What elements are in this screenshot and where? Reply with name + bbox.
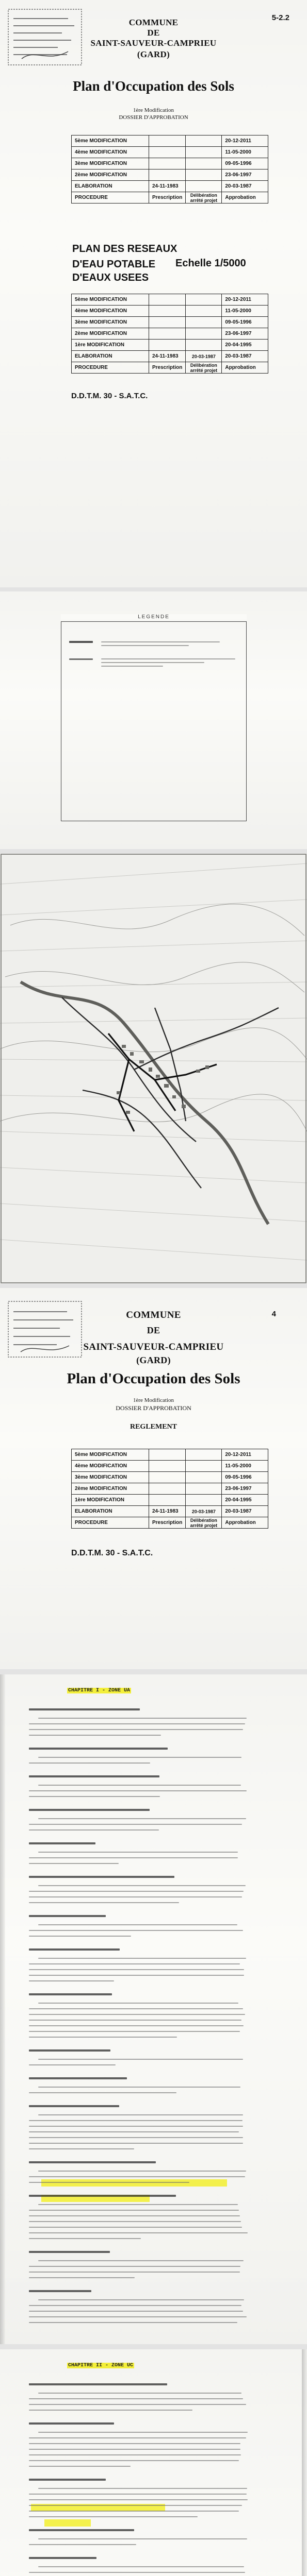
- modifications-table-detail: [71, 294, 268, 374]
- text-line: [29, 2404, 246, 2405]
- text-line: [29, 2176, 245, 2177]
- text-line: [29, 2266, 240, 2267]
- text-line: [29, 2148, 134, 2149]
- article-heading: [29, 2383, 167, 2385]
- modification-note: 1ère Modification: [133, 1397, 174, 1403]
- text-line: [29, 1790, 247, 1791]
- text-line: [38, 1958, 246, 1959]
- text-line: [29, 2443, 240, 2444]
- commune-line: COMMUNE: [126, 1310, 181, 1320]
- text-line: [29, 2277, 135, 2278]
- text-line: [29, 2215, 240, 2216]
- regulation-text-page: [0, 2349, 307, 2576]
- plan-title-line: D'EAUX USEES: [72, 272, 149, 283]
- issuer-footer: D.D.T.M. 30 - S.A.T.C.: [71, 392, 148, 400]
- text-line: [29, 2449, 240, 2450]
- text-line: [29, 2544, 136, 2545]
- legend-caption: [101, 666, 163, 667]
- text-line: [38, 2059, 243, 2060]
- document-type: REGLEMENT: [130, 1423, 177, 1431]
- article-heading: [29, 1993, 112, 1995]
- text-line: [29, 2305, 241, 2306]
- text-line: [38, 1757, 241, 1758]
- highlight-marker: [41, 2179, 227, 2187]
- text-line: [29, 2182, 189, 2183]
- table-row: ELABORATION 24-11-1983 20-03-1987: [72, 181, 268, 192]
- text-line: [29, 2137, 243, 2138]
- legend-symbol: [69, 658, 93, 660]
- text-line: [29, 2064, 116, 2065]
- chapter-heading: [67, 1688, 131, 1693]
- page-separator: [0, 1670, 307, 1674]
- article-heading: [29, 1842, 95, 1844]
- text-line: [38, 2393, 241, 2394]
- dossier-label: DOSSIER D'APPROBATION: [116, 1404, 191, 1412]
- article-heading: [29, 2529, 134, 2531]
- article-heading: [29, 2290, 91, 2292]
- text-line: [38, 2260, 244, 2261]
- text-line: [29, 2505, 242, 2506]
- article-heading: [29, 1708, 140, 1710]
- department: (GARD): [137, 49, 170, 59]
- text-line: [29, 1829, 159, 1831]
- text-line: [29, 2272, 240, 2273]
- text-line: [29, 1863, 119, 1864]
- text-line: [29, 2238, 141, 2239]
- text-line: [29, 2025, 244, 2026]
- table-row: 3ème MODIFICATION 09-05-1996: [72, 158, 268, 170]
- legend-caption: [101, 645, 189, 646]
- text-line: [29, 2437, 246, 2438]
- text-line: [38, 2171, 246, 2172]
- plan-title-line: PLAN DES RESEAUX: [72, 243, 177, 255]
- commune-line: COMMUNE: [128, 18, 179, 27]
- text-line: [29, 1980, 114, 1981]
- table-row: 4ème MODIFICATION 11-05-2000: [72, 147, 268, 158]
- text-line: [29, 2322, 237, 2323]
- text-line: [29, 1824, 242, 1825]
- text-line: [38, 2538, 247, 2539]
- legend-caption: [101, 641, 220, 642]
- legend-page: [0, 591, 307, 849]
- text-line: [29, 1796, 160, 1797]
- page-separator: [0, 2345, 307, 2349]
- text-line: [29, 2494, 247, 2495]
- text-line: [29, 1762, 150, 1764]
- text-line: [38, 1885, 246, 1886]
- text-line: [38, 1718, 247, 1719]
- table-row: 5ème MODIFICATION 20-12-2011: [72, 294, 268, 306]
- article-heading: [29, 2105, 119, 2107]
- article-heading: [29, 1748, 168, 1750]
- text-line: [29, 2131, 239, 2132]
- text-line: [29, 1735, 161, 1736]
- network-map: [0, 853, 307, 1284]
- text-line: [38, 2204, 238, 2205]
- article-heading: [29, 2077, 127, 2079]
- document-title: Plan d'Occupation des Sols: [67, 1370, 240, 1387]
- text-line: [29, 1729, 243, 1730]
- text-line: [38, 2114, 243, 2115]
- table-row: PROCEDURE Prescription Délibération arrêté projet Approbation: [72, 192, 268, 204]
- text-line: [38, 1924, 237, 1925]
- text-line: [38, 1785, 241, 1786]
- table-row: 2ème MODIFICATION 23-06-1997: [72, 1483, 268, 1495]
- table-row: PROCEDURE Prescription Délibération arrêté projet Approbation: [72, 362, 268, 374]
- text-line: [38, 1818, 246, 1819]
- table-row: PROCEDURE Prescription Délibération arrêté projet Approbation: [72, 1517, 268, 1529]
- modification-note: 1ère Modification: [133, 107, 174, 113]
- regulation-text-page: [0, 1674, 307, 2344]
- text-line: [29, 2020, 241, 2021]
- commune-line: DE: [147, 1325, 160, 1335]
- commune-name: SAINT-SAUVEUR-CAMPRIEU: [90, 38, 217, 48]
- text-line: [29, 1936, 131, 1937]
- text-line: [29, 2232, 248, 2233]
- highlight-marker: [44, 2519, 91, 2527]
- text-line: [38, 2003, 238, 2004]
- article-heading: [29, 1809, 150, 1811]
- issuer-footer: D.D.T.M. 30 - S.A.T.C.: [71, 1549, 153, 1557]
- article-heading: [29, 2049, 110, 2052]
- text-line: [29, 1930, 243, 1931]
- text-line: [29, 2227, 242, 2228]
- text-line: [29, 2143, 243, 2144]
- legend-caption: [101, 658, 235, 659]
- article-heading: [29, 2161, 156, 2163]
- text-line: [29, 2516, 198, 2517]
- text-line: [29, 1896, 242, 1897]
- legend-symbol: [69, 641, 93, 643]
- page-number: 4: [271, 1310, 276, 1318]
- text-line: [29, 1975, 244, 1976]
- commune-line: DE: [147, 28, 160, 38]
- text-line: [29, 1969, 244, 1970]
- text-line: [29, 2008, 243, 2009]
- table-row: 4ème MODIFICATION 11-05-2000: [72, 306, 268, 317]
- text-line: [38, 2432, 248, 2433]
- text-line: [29, 2454, 241, 2455]
- table-row: 2ème MODIFICATION 23-06-1997: [72, 170, 268, 181]
- article-heading: [29, 2251, 110, 2253]
- article-heading: [29, 2195, 176, 2197]
- table-row: 1ère MODIFICATION 20-04-1995: [72, 1495, 268, 1506]
- text-line: [29, 2210, 239, 2211]
- text-line: [38, 1852, 238, 1853]
- commune-name: SAINT-SAUVEUR-CAMPRIEU: [83, 1342, 224, 1352]
- chapter-heading-text: CHAPITRE I - ZONE UA: [68, 1688, 131, 1693]
- legend-frame: [61, 621, 247, 821]
- text-line: [29, 2311, 243, 2312]
- network-map-page: [0, 853, 307, 1284]
- article-heading: [29, 1775, 159, 1777]
- modifications-table: [71, 135, 268, 204]
- table-row: 2ème MODIFICATION 23-06-1997: [72, 328, 268, 340]
- chapter-heading: [67, 2363, 134, 2368]
- text-line: [29, 2499, 248, 2500]
- article-heading: [29, 1876, 174, 1878]
- modifications-table: [71, 1449, 268, 1529]
- text-line: [38, 2566, 244, 2567]
- text-line: [38, 2087, 240, 2088]
- table-row: 3ème MODIFICATION 09-05-1996: [72, 317, 268, 328]
- text-line: [29, 2037, 177, 2038]
- legend-title: LEGENDE: [61, 614, 247, 620]
- scale-label: Echelle 1/5000: [175, 258, 246, 269]
- text-line: [29, 2511, 239, 2512]
- cover-page: [0, 0, 307, 587]
- plan-title-line: D'EAU POTABLE: [72, 259, 156, 270]
- text-line: [29, 2410, 192, 2411]
- regulation-cover-page: [0, 1288, 307, 1669]
- table-row: 1ère MODIFICATION 20-04-1995: [72, 340, 268, 351]
- text-line: [29, 1963, 240, 1964]
- text-line: [29, 2221, 241, 2222]
- text-line: [29, 1891, 244, 1892]
- table-row: 5ème MODIFICATION 20-12-2011: [72, 1449, 268, 1461]
- table-row: 4ème MODIFICATION 11-05-2000: [72, 1461, 268, 1472]
- article-heading: [29, 2479, 106, 2481]
- legend-caption: [101, 662, 204, 663]
- article-heading: [29, 1948, 120, 1951]
- document-title: Plan d'Occupation des Sols: [73, 78, 234, 94]
- table-row: ELABORATION 24-11-1983 20-03-1987 20-03-1987: [72, 1506, 268, 1517]
- document-reference: 5-2.2: [271, 13, 289, 22]
- article-heading: [29, 1915, 106, 1917]
- text-line: [29, 2466, 131, 2467]
- table-row: ELABORATION 24-11-1983 20-03-1987 20-03-1987: [72, 351, 268, 362]
- text-line: [29, 2014, 245, 2015]
- text-line: [29, 1723, 245, 1724]
- text-line: [29, 2092, 176, 2093]
- text-line: [29, 2460, 239, 2461]
- text-line: [29, 1857, 238, 1858]
- table-row: 5ème MODIFICATION 20-12-2011: [72, 135, 268, 147]
- chapter-heading-text: CHAPITRE II - ZONE UC: [68, 2363, 134, 2368]
- text-line: [29, 2398, 243, 2399]
- text-line: [29, 2120, 243, 2121]
- text-line: [29, 2316, 247, 2317]
- text-line: [29, 1902, 179, 1903]
- text-line: [29, 2572, 245, 2573]
- text-line: [29, 2126, 243, 2127]
- text-line: [38, 2299, 244, 2300]
- text-line: [29, 2031, 240, 2032]
- text-line: [38, 2488, 247, 2489]
- department: (GARD): [136, 1355, 171, 1365]
- dossier-label: DOSSIER D'APPROBATION: [119, 114, 188, 121]
- article-heading: [29, 2422, 114, 2425]
- article-heading: [29, 2557, 96, 2559]
- scan-shadow: [302, 2349, 307, 2576]
- table-row: 3ème MODIFICATION 09-05-1996: [72, 1472, 268, 1483]
- scan-shadow: [0, 1674, 5, 2344]
